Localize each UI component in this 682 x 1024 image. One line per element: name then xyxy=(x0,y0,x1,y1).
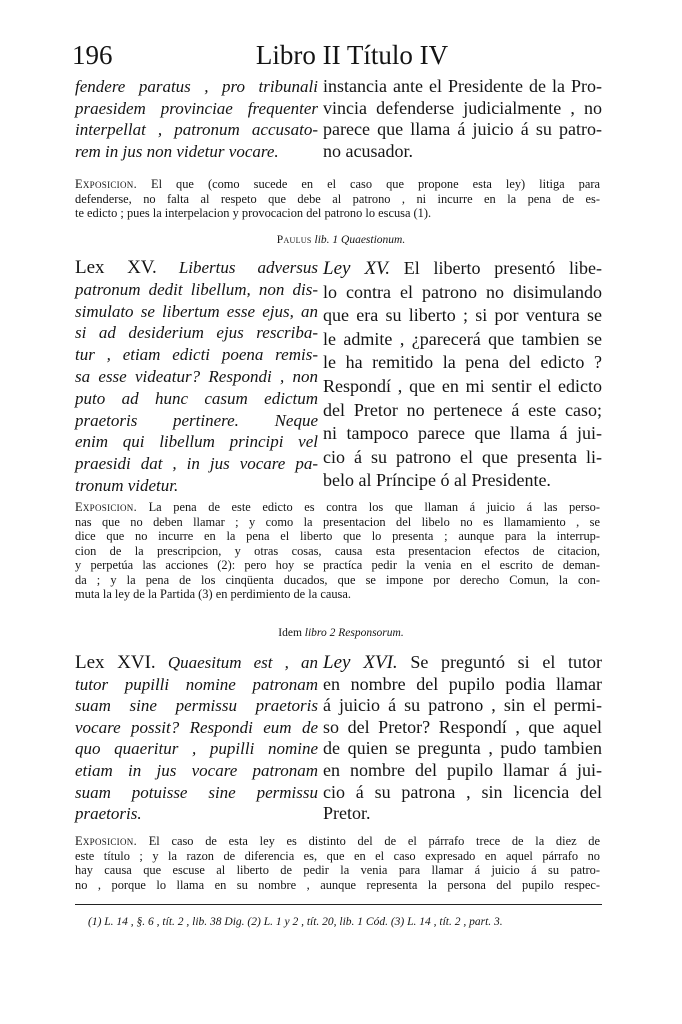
source-work: lib. 1 Quaestionum. xyxy=(314,234,406,246)
spanish-line: que era su liberto ; si por ventura se xyxy=(323,305,602,326)
spanish-column xyxy=(323,652,602,825)
exposition-text: este título ; y la razon de diferencia es, que en el caso expresado en aquel párrafo no xyxy=(75,848,600,863)
source-citation-2 xyxy=(0,627,682,639)
source-citation-1 xyxy=(0,234,682,246)
spanish-line: de quien se pregunta , pudo tambien xyxy=(323,738,602,759)
latin-line: enim qui libellum principi vel xyxy=(75,432,318,452)
page-header xyxy=(72,40,602,74)
spanish-line: le ha remitido la pena del edicto ? xyxy=(323,352,602,373)
exposition-text: da ; y la pena de los cinqüenta ducados, que se impone por derecho Comun, la con- xyxy=(75,572,600,587)
source-author: Idem xyxy=(278,627,302,639)
latin-line: simulato se libertum esse ejus, an xyxy=(75,301,318,321)
exposition-label: Exposicion. xyxy=(75,177,137,191)
exposition-text: nas que no deben llamar ; y como la presentacion del libelo no es llamamiento , se xyxy=(75,514,600,529)
latin-line: tur , etiam edicti poena remis- xyxy=(75,345,318,365)
exposition-3 xyxy=(75,834,600,892)
latin-column xyxy=(75,652,318,825)
spanish-line: cio á su patrona , sin licencia del xyxy=(323,781,602,802)
spanish-line: Pretor. xyxy=(323,803,371,824)
exposition-label: Exposicion. xyxy=(75,834,137,848)
exposition-text: El que (como sucede en el caso que propone esta ley) litiga para xyxy=(136,177,600,191)
latin-line: patronum dedit libellum, non dis- xyxy=(75,279,318,299)
spanish-line: del Pretor no pertenece á este caso; xyxy=(323,399,602,420)
running-title: Libro II Título IV xyxy=(255,40,449,70)
parallel-text-lex-15 xyxy=(75,257,602,507)
page-number: 196 xyxy=(72,40,113,70)
parallel-text-block-1 xyxy=(75,76,602,166)
latin-line: vocare possit? Respondi eum de xyxy=(75,717,318,737)
exposition-text: no , porque lo llama en su nombre , aunque representa la persona del pupilo respec- xyxy=(75,877,600,892)
exposition-2 xyxy=(75,500,600,602)
footnote-rule xyxy=(75,904,602,905)
latin-line: rem in jus non videtur vocare. xyxy=(75,141,279,161)
spanish-line: le admite , ¿parecerá que tambien se xyxy=(323,328,602,349)
spanish-line: instancia ante el Presidente de la Pro- xyxy=(323,76,602,96)
latin-line: tronum videtur. xyxy=(75,475,179,495)
footnotes xyxy=(88,916,598,928)
exposition-text: hay causa que escuse al liberto de pedir la venia para llamar á juicio á su patro- xyxy=(75,863,600,877)
spanish-column xyxy=(323,76,602,162)
latin-line: si ad desiderium ejus rescriba- xyxy=(75,323,318,343)
spanish-line: en nombre del pupilo podia llamar xyxy=(323,673,602,694)
spanish-line: belo al Príncipe ó al Presidente. xyxy=(323,470,551,491)
exposition-1 xyxy=(75,177,600,221)
spanish-line: El liberto presentó libe- xyxy=(389,258,602,278)
spanish-law-heading: Ley XVI. xyxy=(323,652,398,673)
exposition-text: te edicto ; pues la interpelacion y provocacion del patrono lo escusa (1). xyxy=(75,206,432,220)
footnote-text: (1) L. 14 , §. 6 , tít. 2 , lib. 38 Dig. (2) L. 1 y 2 , tít. 20, lib. 1 Cód. (3) L. 14 , tít. 2 , part. 3. xyxy=(88,916,503,928)
spanish-law-heading: Ley XV. xyxy=(323,258,390,279)
spanish-line: Se preguntó si el tutor xyxy=(397,652,602,672)
latin-law-heading: Lex XVI. xyxy=(75,652,156,673)
spanish-column xyxy=(323,257,602,493)
exposition-label: Exposicion. xyxy=(75,500,137,514)
latin-line: interpellat , patronum accusato- xyxy=(75,120,318,139)
exposition-text: El caso de esta ley es distinto del de el párrafo trece de la diez de xyxy=(136,834,600,848)
latin-line: praetoris. xyxy=(75,804,142,824)
latin-line: etiam in jus vocare patronam xyxy=(75,760,318,780)
exposition-text: y perpetúa las acciones (2): pero hoy se practíca pedir la venia en el escrito de deman- xyxy=(75,558,600,572)
spanish-line: so del Pretor? Respondí , que aquel xyxy=(323,716,602,737)
spanish-line: en nombre del pupilo llamar á jui- xyxy=(323,759,602,780)
latin-line: puto ad hunc casum edictum xyxy=(75,388,318,408)
latin-line: Libertus adversus xyxy=(156,258,318,277)
latin-line: tutor pupilli nomine patronam xyxy=(75,674,318,694)
latin-line: quo quaeritur , pupilli nomine xyxy=(75,739,318,759)
source-work: libro 2 Responsorum. xyxy=(304,627,404,639)
latin-line: sa esse videatur? Respondi , non xyxy=(75,366,318,386)
exposition-text: dice que no incurre en la pena el liberto que lo presenta ; aunque para la interrup- xyxy=(75,529,600,543)
parallel-text-lex-16 xyxy=(75,652,602,832)
latin-line: fendere paratus , pro tribunali xyxy=(75,77,318,96)
spanish-line: no acusador. xyxy=(323,140,413,161)
spanish-line: lo contra el patrono no disimulando xyxy=(323,281,602,302)
source-author: Paulus xyxy=(276,234,312,246)
latin-line: praetoris pertinere. Neque xyxy=(75,410,318,430)
latin-law-heading: Lex XV. xyxy=(75,257,157,278)
spanish-line: á juicio á su patrono , sin el permi- xyxy=(323,695,602,716)
latin-line: praesidi dat , in jus vocare pa- xyxy=(75,454,318,474)
latin-column xyxy=(75,76,318,162)
spanish-line: cio á su patrono el que presenta li- xyxy=(323,446,602,467)
latin-column xyxy=(75,257,318,497)
spanish-line: vincia defenderse judicialmente , no xyxy=(323,97,602,118)
exposition-text: muta la ley de la Partida (3) en perdimiento de la causa. xyxy=(75,587,351,601)
exposition-text: La pena de este edicto es contra los que llaman á juicio á las perso- xyxy=(136,500,600,514)
spanish-line: ni tampoco parece que llama á jui- xyxy=(323,423,602,444)
spanish-line: parece que llama á juicio á su patro- xyxy=(323,119,602,139)
latin-line: suam sine permissu praetoris xyxy=(75,696,318,716)
spanish-line: Respondí , que en mi sentir el edicto xyxy=(323,375,602,396)
latin-line: Quaesitum est , an xyxy=(155,653,318,672)
exposition-text: defenderse, no falta al respeto que debe al patrono , ni incurre en la pena de es- xyxy=(75,191,600,206)
latin-line: suam potuisse sine permissu xyxy=(75,782,318,802)
exposition-text: cion de la prescripcion, y otras cosas, causa esta presentacion efectos de citacion, xyxy=(75,543,600,558)
latin-line: praesidem provinciae frequenter xyxy=(75,98,318,118)
